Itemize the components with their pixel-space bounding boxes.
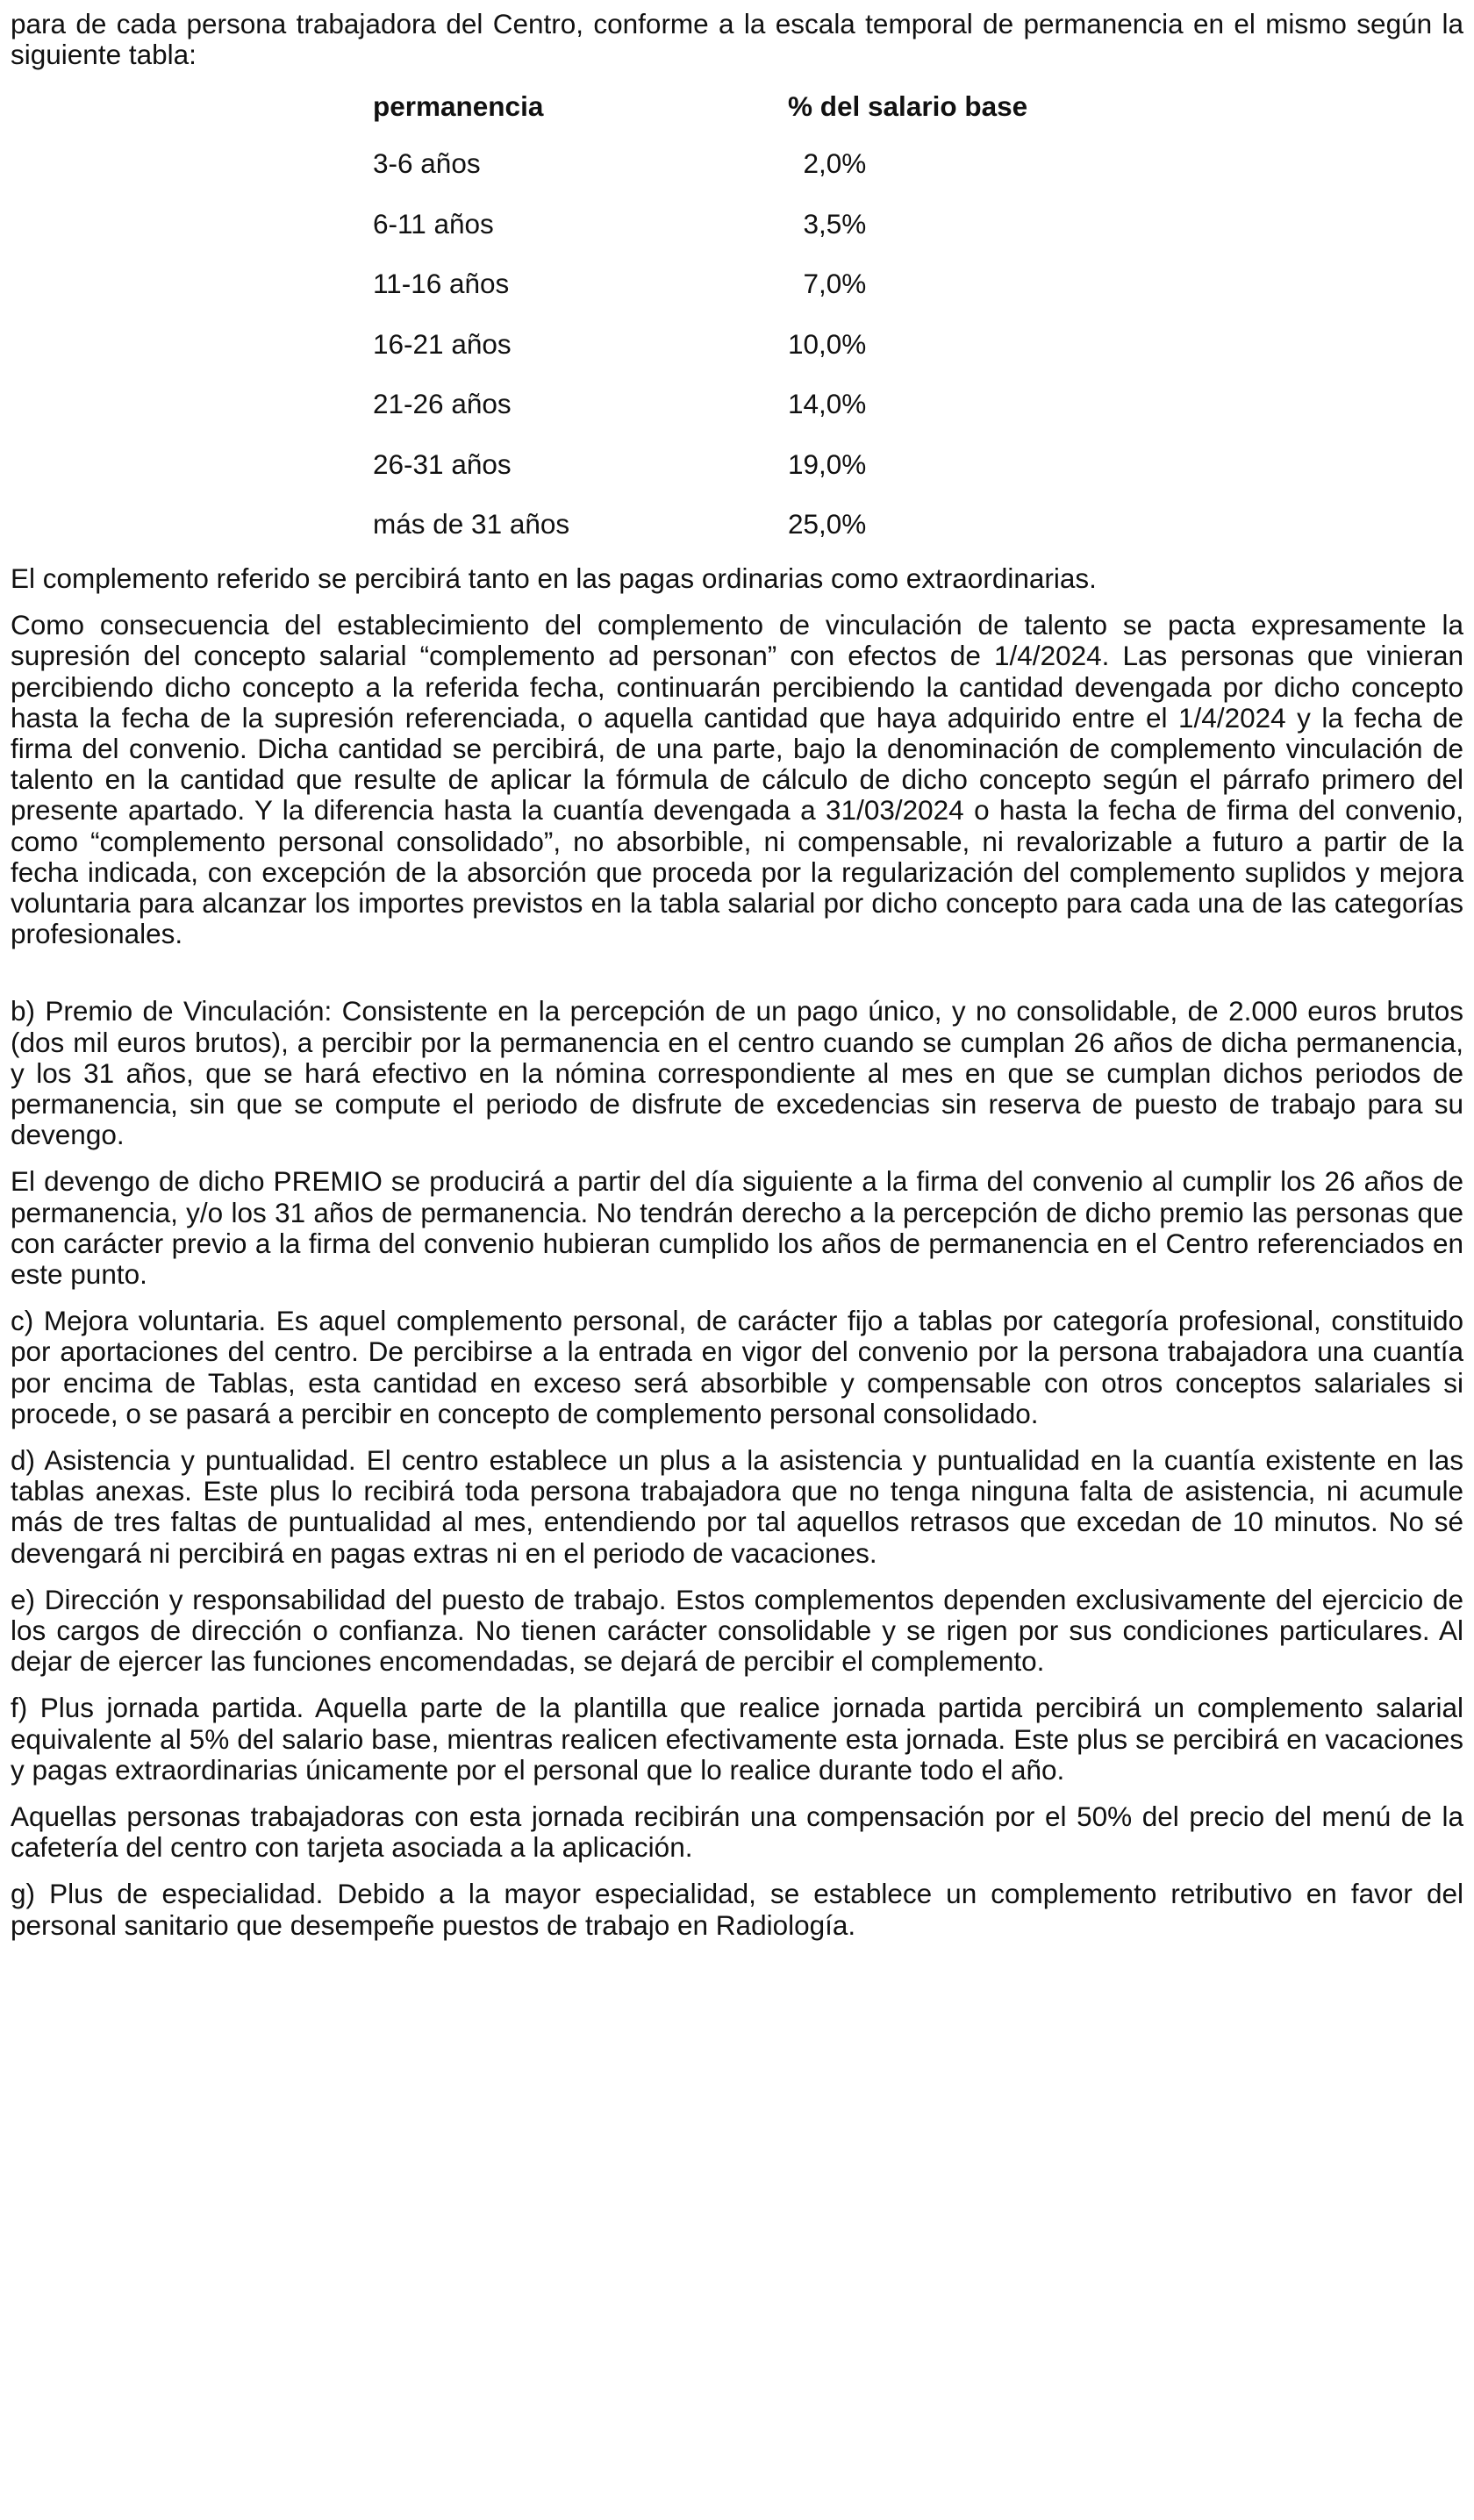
header-salario-base: % del salario base (788, 89, 1028, 122)
paragraph-direccion-responsabilidad: e) Dirección y responsabilidad del puesto de trabajo. Estos complementos dependen exclusivamente del ejercicio de los cargos de dirección o confianza. No tienen carácter consolidable y se rigen por sus condiciones particulares. Al dejar de ejercer las funciones encomendadas, se dejará de percibir el complemento. (11, 1583, 1463, 1678)
paragraph-supresion-ad-personam: Como consecuencia del establecimiento del complemento de vinculación de talento se pacta expresamente la supresión del concepto salarial “complemento ad personan” con efectos de 1/4/2024. Las personas que vinieran percibiendo dicho concepto a la referida fecha, continuarán percibiendo la cantidad devengada por dicho concepto hasta la fecha de la supresión referenciada, o aquella cantidad que haya adquirido entre el 1/4/2024 y la fecha de firma del convenio. Dicha cantidad se percibirá, de una parte, bajo la denominación de complemento vinculación de talento en la cantidad que resulte de aplicar la fórmula de cálculo de dicho concepto según el párrafo primero del presente apartado. Y la diferencia hasta la cuantía devengada a 31/03/2024 o hasta la fecha de firma del convenio, como “complemento personal consolidado”, no absorbible, ni compensable, ni revalorizable a futuro a partir de la fecha indicada, con excepción de la absorción que proceda por la regularización del complemento suplidos y mejora voluntaria para alcanzar los importes previstos en la tabla salarial por dicho concepto para cada una de las categorías profesionales. (11, 609, 1463, 950)
paragraph-plus-especialidad: g) Plus de especialidad. Debido a la mayor especialidad, se establece un complemento retributivo en favor del personal sanitario que desempeñe puestos de trabajo en Radiología. (11, 1878, 1463, 1941)
paragraph-mejora-voluntaria: c) Mejora voluntaria. Es aquel complemento personal, de carácter fijo a tablas por categoría profesional, constituido por aportaciones del centro. De percibirse a la entrada en vigor del convenio por la persona trabajadora una cuantía por encima de Tablas, esta cantidad en exceso será absorbible y compensable con otros conceptos salariales si procede, o se pasará a percibir en concepto de complemento personal consolidado. (11, 1305, 1463, 1429)
permanencia-table (373, 79, 1293, 555)
row-range: 26-31 años (373, 447, 512, 480)
row-range: 16-21 años (373, 327, 512, 360)
paragraph-jornada-partida: f) Plus jornada partida. Aquella parte de la plantilla que realice jornada partida percibirá un complemento salarial equivalente al 5% del salario base, mientras realicen efectivamente esta jornada. Este plus se percibirá en vacaciones y pagas extraordinarias únicamente por el personal que lo realice durante todo el año. (11, 1692, 1463, 1786)
paragraph-devengo-premio: El devengo de dicho PREMIO se producirá a partir del día siguiente a la firma del convenio al cumplir los 26 años de permanencia, y/o los 31 años de permanencia. No tendrán derecho a la percepción de dicho premio las personas que con carácter previo a la firma del convenio hubieran cumplido los años de permanencia en el Centro referenciados en este punto. (11, 1165, 1463, 1290)
row-percent: 10,0% (788, 327, 867, 360)
document-page (11, 0, 1463, 1941)
paragraph-pagas: El complemento referido se percibirá tanto en las pagas ordinarias como extraordinarias. (11, 562, 1097, 594)
table-row (373, 494, 1293, 555)
row-range: 6-11 años (373, 207, 494, 240)
row-range: más de 31 años (373, 508, 570, 541)
paragraph-asistencia-puntualidad: d) Asistencia y puntualidad. El centro establece un plus a la asistencia y puntualidad en la cuantía existente en las tablas anexas. Este plus lo recibirá toda persona trabajadora que no tenga ninguna falta de asistencia, ni acumule más de tres faltas de puntualidad al mes, entendiendo por tal aquellos retrasos que excedan de 10 minutos. No sé devengará ni percibirá en pagas extras ni en el periodo de vacaciones. (11, 1443, 1463, 1569)
row-percent: 14,0% (788, 388, 867, 420)
table-row (373, 434, 1293, 495)
row-percent: 7,0% (803, 268, 867, 300)
table-row (373, 314, 1293, 375)
row-range: 11-16 años (373, 268, 510, 300)
table-row (373, 194, 1293, 254)
row-percent: 25,0% (788, 508, 867, 541)
table-row (373, 374, 1293, 434)
intro-paragraph: para de cada persona trabajadora del Centro, conforme a la escala temporal de permanencia en el mismo según la siguiente tabla: (11, 8, 1463, 71)
paragraph-premio-vinculacion: b) Premio de Vinculación: Consistente en la percepción de un pago único, y no consolidable, de 2.000 euros brutos (dos mil euros brutos), a percibir por la permanencia en el centro cuando se cumplan 26 años de dicha permanencia, y los 31 años, que se hará efectivo en la nómina correspondiente al mes en que se cumplan dichos periodos de permanencia, sin que se compute el periodo de disfrute de excedencias sin reserva de puesto de trabajo para su devengo. (11, 995, 1463, 1151)
table-header-row (373, 79, 1293, 133)
row-range: 21-26 años (373, 388, 512, 420)
row-percent: 2,0% (803, 147, 867, 180)
table-row (373, 254, 1293, 314)
row-percent: 3,5% (803, 207, 867, 240)
table-row (373, 133, 1293, 194)
header-permanencia: permanencia (373, 89, 544, 122)
paragraph-compensacion-menu: Aquellas personas trabajadoras con esta jornada recibirán una compensación por el 50% del precio del menú de la cafetería del centro con tarjeta asociada a la aplicación. (11, 1801, 1463, 1864)
row-percent: 19,0% (788, 447, 867, 480)
row-range: 3-6 años (373, 147, 481, 180)
